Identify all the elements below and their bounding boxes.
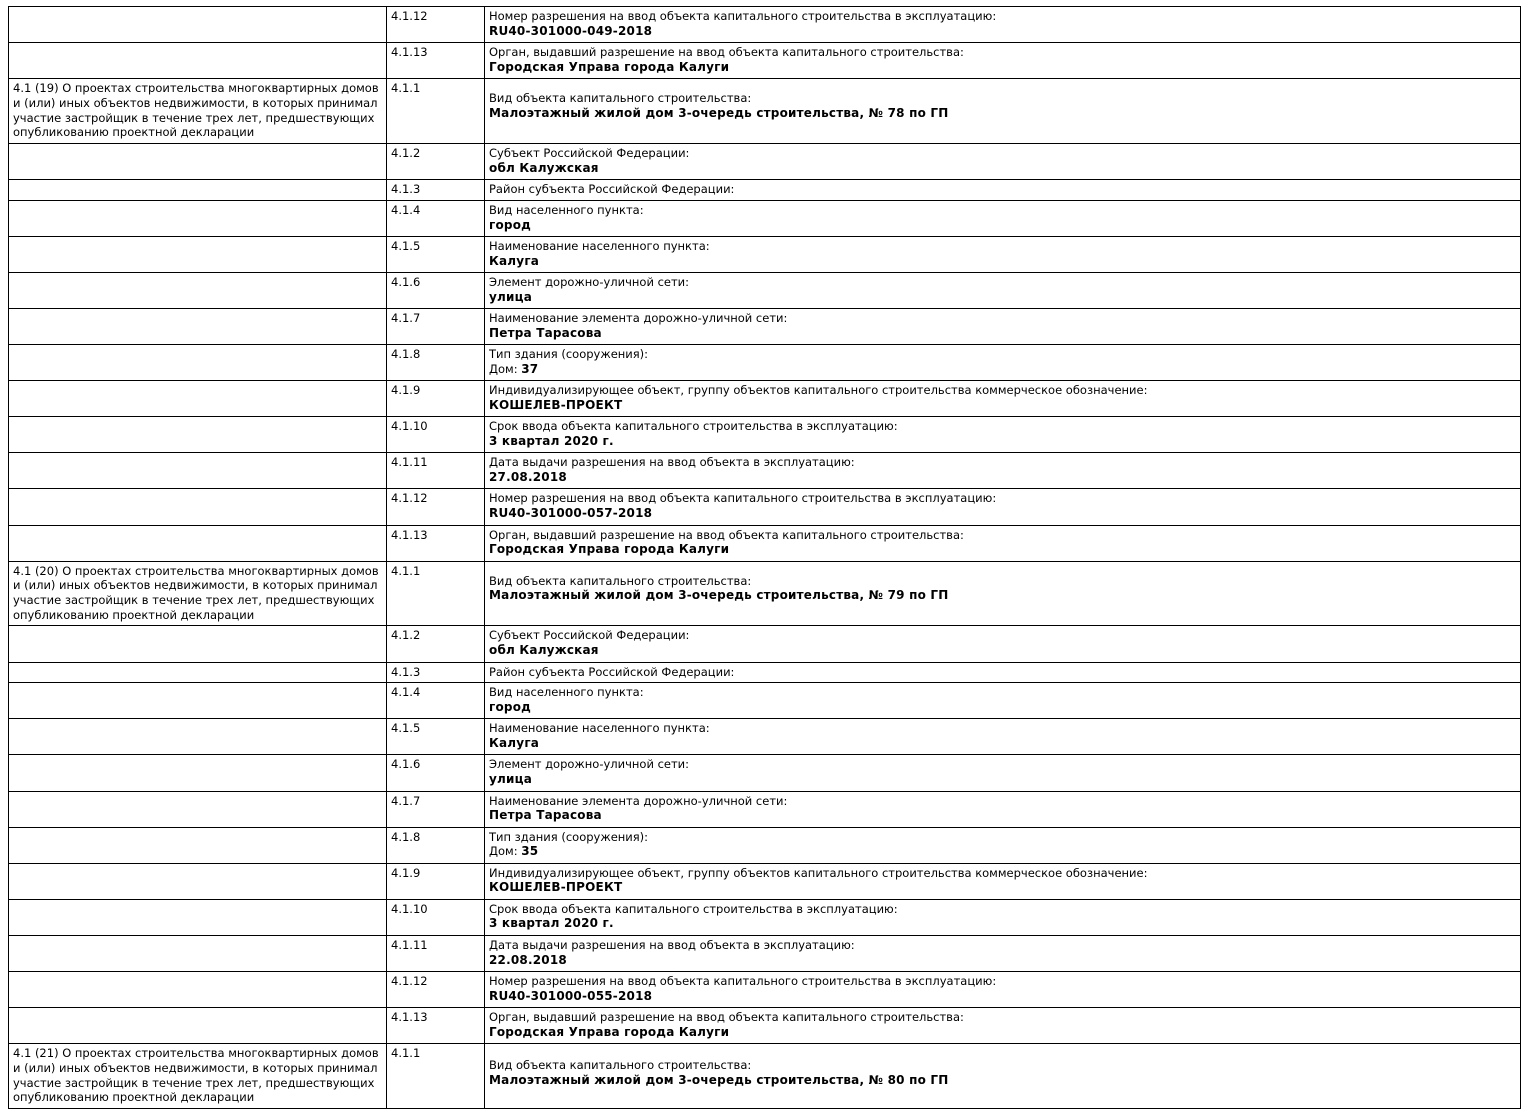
section-title-19: 4.1 (19) О проектах строительства многоквартирных домов и (или) иных объектов недвижимости, в которых принимал участие застройщик в течение трех лет, предшествующих опубликованию проектной декларации <box>9 79 387 144</box>
section-cell-empty <box>9 43 387 79</box>
row-label: Вид населенного пункта: <box>489 685 644 700</box>
row-code: 4.1.11 <box>387 453 485 489</box>
section-cell-empty <box>9 144 387 180</box>
section-cell-empty <box>9 899 387 935</box>
row-body <box>485 309 1521 345</box>
row-label: Индивидуализирующее объект, группу объектов капитального строительства коммерческое обозначение: <box>489 383 1148 398</box>
row-code: 4.1.2 <box>387 144 485 180</box>
row-code: 4.1.12 <box>387 7 485 43</box>
row-value: улица <box>489 772 533 787</box>
row-code: 4.1.9 <box>387 863 485 899</box>
row-value: обл Калужская <box>489 643 599 658</box>
row-value: RU40-301000-049-2018 <box>489 23 653 38</box>
row-body <box>485 79 1521 144</box>
table-row <box>9 626 1521 662</box>
row-code: 4.1.9 <box>387 381 485 417</box>
row-body <box>485 899 1521 935</box>
section-cell-empty <box>9 935 387 971</box>
row-label: Наименование населенного пункта: <box>489 238 710 253</box>
section-cell-empty <box>9 345 387 381</box>
row-value: 22.08.2018 <box>489 952 567 967</box>
row-body <box>485 43 1521 79</box>
section-title-21: 4.1 (21) О проектах строительства многоквартирных домов и (или) иных объектов недвижимости, в которых принимал участие застройщик в течение трех лет, предшествующих опубликованию проектной декларации <box>9 1044 387 1109</box>
row-value-prefix: Дом: <box>489 844 522 859</box>
row-value: Городская Управа города Калуги <box>489 59 730 74</box>
row-label: Тип здания (сооружения): <box>489 829 649 844</box>
row-label: Вид объекта капитального строительства: <box>489 1058 752 1073</box>
row-body <box>485 863 1521 899</box>
row-body <box>485 827 1521 863</box>
row-label: Район субъекта Российской Федерации: <box>489 664 735 679</box>
row-body <box>485 626 1521 662</box>
row-value: 27.08.2018 <box>489 470 567 485</box>
row-code: 4.1.1 <box>387 561 485 626</box>
row-value-prefix: Дом: <box>489 361 522 376</box>
table-row <box>9 309 1521 345</box>
row-label: Тип здания (сооружения): <box>489 347 649 362</box>
table-row <box>9 236 1521 272</box>
row-code: 4.1.8 <box>387 345 485 381</box>
section-title-20: 4.1 (20) О проектах строительства многоквартирных домов и (или) иных объектов недвижимости, в которых принимал участие застройщик в течение трех лет, предшествующих опубликованию проектной декларации <box>9 561 387 626</box>
section-cell-empty <box>9 309 387 345</box>
row-value: обл Калужская <box>489 160 599 175</box>
table-row <box>9 200 1521 236</box>
row-body <box>485 719 1521 755</box>
row-value: Петра Тарасова <box>489 808 602 823</box>
row-body <box>485 561 1521 626</box>
section-cell-empty <box>9 272 387 308</box>
table-row <box>9 43 1521 79</box>
row-value-number: 37 <box>521 361 539 376</box>
row-label: Дата выдачи разрешения на ввод объекта в эксплуатацию: <box>489 937 855 952</box>
row-label: Индивидуализирующее объект, группу объектов капитального строительства коммерческое обозначение: <box>489 865 1148 880</box>
row-label: Район субъекта Российской Федерации: <box>489 182 735 197</box>
table-row <box>9 662 1521 683</box>
row-body <box>485 144 1521 180</box>
table-row <box>9 1044 1521 1109</box>
table-row <box>9 1007 1521 1043</box>
row-code: 4.1.3 <box>387 180 485 201</box>
row-code: 4.1.13 <box>387 525 485 561</box>
row-body <box>485 200 1521 236</box>
table-row <box>9 381 1521 417</box>
row-label: Номер разрешения на ввод объекта капитального строительства в эксплуатацию: <box>489 973 997 988</box>
row-value: 3 квартал 2020 г. <box>489 434 614 449</box>
declaration-table <box>8 6 1521 1109</box>
section-cell-empty <box>9 236 387 272</box>
row-value <box>489 844 1516 859</box>
section-cell-empty <box>9 719 387 755</box>
row-code: 4.1.7 <box>387 791 485 827</box>
row-body <box>485 935 1521 971</box>
row-label: Номер разрешения на ввод объекта капитального строительства в эксплуатацию: <box>489 491 997 506</box>
row-body <box>485 489 1521 525</box>
row-label: Орган, выдавший разрешение на ввод объекта капитального строительства: <box>489 45 964 60</box>
row-label: Дата выдачи разрешения на ввод объекта в эксплуатацию: <box>489 455 855 470</box>
row-value: Малоэтажный жилой дом 3-очередь строительства, № 78 по ГП <box>489 105 949 120</box>
table-row <box>9 791 1521 827</box>
section-cell-empty <box>9 863 387 899</box>
row-code: 4.1.4 <box>387 200 485 236</box>
row-value: Малоэтажный жилой дом 3-очередь строительства, № 80 по ГП <box>489 1072 949 1087</box>
row-label: Наименование элемента дорожно-уличной сети: <box>489 793 788 808</box>
table-row <box>9 827 1521 863</box>
section-cell-empty <box>9 200 387 236</box>
row-code: 4.1.5 <box>387 719 485 755</box>
row-body <box>485 683 1521 719</box>
table-row <box>9 525 1521 561</box>
section-cell-empty <box>9 489 387 525</box>
row-code: 4.1.10 <box>387 899 485 935</box>
row-label: Срок ввода объекта капитального строительства в эксплуатацию: <box>489 419 898 434</box>
section-cell-empty <box>9 7 387 43</box>
row-label: Вид объекта капитального строительства: <box>489 573 752 588</box>
table-row <box>9 7 1521 43</box>
row-label: Номер разрешения на ввод объекта капитального строительства в эксплуатацию: <box>489 9 997 23</box>
row-label: Элемент дорожно-уличной сети: <box>489 757 690 772</box>
row-label: Элемент дорожно-уличной сети: <box>489 274 690 289</box>
row-value: Малоэтажный жилой дом 3-очередь строительства, № 79 по ГП <box>489 588 949 603</box>
row-body <box>485 453 1521 489</box>
row-code: 4.1.8 <box>387 827 485 863</box>
row-value: КОШЕЛЕВ-ПРОЕКТ <box>489 880 623 895</box>
row-code: 4.1.3 <box>387 662 485 683</box>
row-code: 4.1.11 <box>387 935 485 971</box>
table-row <box>9 683 1521 719</box>
row-label: Наименование элемента дорожно-уличной сети: <box>489 311 788 326</box>
row-value: Калуга <box>489 253 540 268</box>
section-cell-empty <box>9 180 387 201</box>
row-body <box>485 7 1521 43</box>
row-body <box>485 755 1521 791</box>
row-value: Городская Управа города Калуги <box>489 1024 730 1039</box>
row-value: КОШЕЛЕВ-ПРОЕКТ <box>489 397 623 412</box>
section-cell-empty <box>9 683 387 719</box>
table-row <box>9 561 1521 626</box>
row-value: Калуга <box>489 736 540 751</box>
row-value: 3 квартал 2020 г. <box>489 916 614 931</box>
row-code: 4.1.1 <box>387 1044 485 1109</box>
row-code: 4.1.5 <box>387 236 485 272</box>
table-row <box>9 417 1521 453</box>
table-row <box>9 453 1521 489</box>
row-body <box>485 525 1521 561</box>
section-cell-empty <box>9 525 387 561</box>
row-code: 4.1.4 <box>387 683 485 719</box>
row-code: 4.1.7 <box>387 309 485 345</box>
row-value: город <box>489 217 532 232</box>
row-body <box>485 791 1521 827</box>
section-cell-empty <box>9 417 387 453</box>
row-code: 4.1.2 <box>387 626 485 662</box>
row-body <box>485 180 1521 201</box>
row-value: RU40-301000-057-2018 <box>489 506 653 521</box>
row-label: Наименование населенного пункта: <box>489 721 710 736</box>
row-code: 4.1.6 <box>387 755 485 791</box>
row-code: 4.1.6 <box>387 272 485 308</box>
table-row <box>9 180 1521 201</box>
table-row <box>9 935 1521 971</box>
table-row <box>9 345 1521 381</box>
row-value: Городская Управа города Калуги <box>489 542 730 557</box>
section-cell-empty <box>9 381 387 417</box>
section-cell-empty <box>9 626 387 662</box>
section-cell-empty <box>9 1007 387 1043</box>
table-row <box>9 899 1521 935</box>
row-code: 4.1.1 <box>387 79 485 144</box>
section-cell-empty <box>9 827 387 863</box>
table-row <box>9 272 1521 308</box>
table-row <box>9 79 1521 144</box>
table-row <box>9 971 1521 1007</box>
table-row <box>9 144 1521 180</box>
row-code: 4.1.13 <box>387 1007 485 1043</box>
section-cell-empty <box>9 971 387 1007</box>
section-cell-empty <box>9 791 387 827</box>
row-code: 4.1.13 <box>387 43 485 79</box>
row-body <box>485 1007 1521 1043</box>
row-value <box>489 362 1516 377</box>
section-cell-empty <box>9 453 387 489</box>
row-code: 4.1.10 <box>387 417 485 453</box>
section-cell-empty <box>9 662 387 683</box>
row-code: 4.1.12 <box>387 971 485 1007</box>
row-code: 4.1.12 <box>387 489 485 525</box>
table-row <box>9 755 1521 791</box>
row-body <box>485 417 1521 453</box>
row-value: Петра Тарасова <box>489 325 602 340</box>
row-body <box>485 272 1521 308</box>
row-label: Орган, выдавший разрешение на ввод объекта капитального строительства: <box>489 527 964 542</box>
row-label: Срок ввода объекта капитального строительства в эксплуатацию: <box>489 901 898 916</box>
row-label: Субъект Российской Федерации: <box>489 146 690 161</box>
row-label: Орган, выдавший разрешение на ввод объекта капитального строительства: <box>489 1009 964 1024</box>
row-value-number: 35 <box>521 844 539 859</box>
row-body <box>485 971 1521 1007</box>
row-value: RU40-301000-055-2018 <box>489 988 653 1003</box>
row-body <box>485 1044 1521 1109</box>
section-cell-empty <box>9 755 387 791</box>
table-row <box>9 489 1521 525</box>
row-body <box>485 345 1521 381</box>
row-label: Вид населенного пункта: <box>489 202 644 217</box>
row-body <box>485 381 1521 417</box>
row-label: Субъект Российской Федерации: <box>489 628 690 643</box>
table-row <box>9 719 1521 755</box>
row-body <box>485 662 1521 683</box>
row-value: город <box>489 700 532 714</box>
row-body <box>485 236 1521 272</box>
row-label: Вид объекта капитального строительства: <box>489 91 752 106</box>
table-row <box>9 863 1521 899</box>
row-value: улица <box>489 289 533 304</box>
